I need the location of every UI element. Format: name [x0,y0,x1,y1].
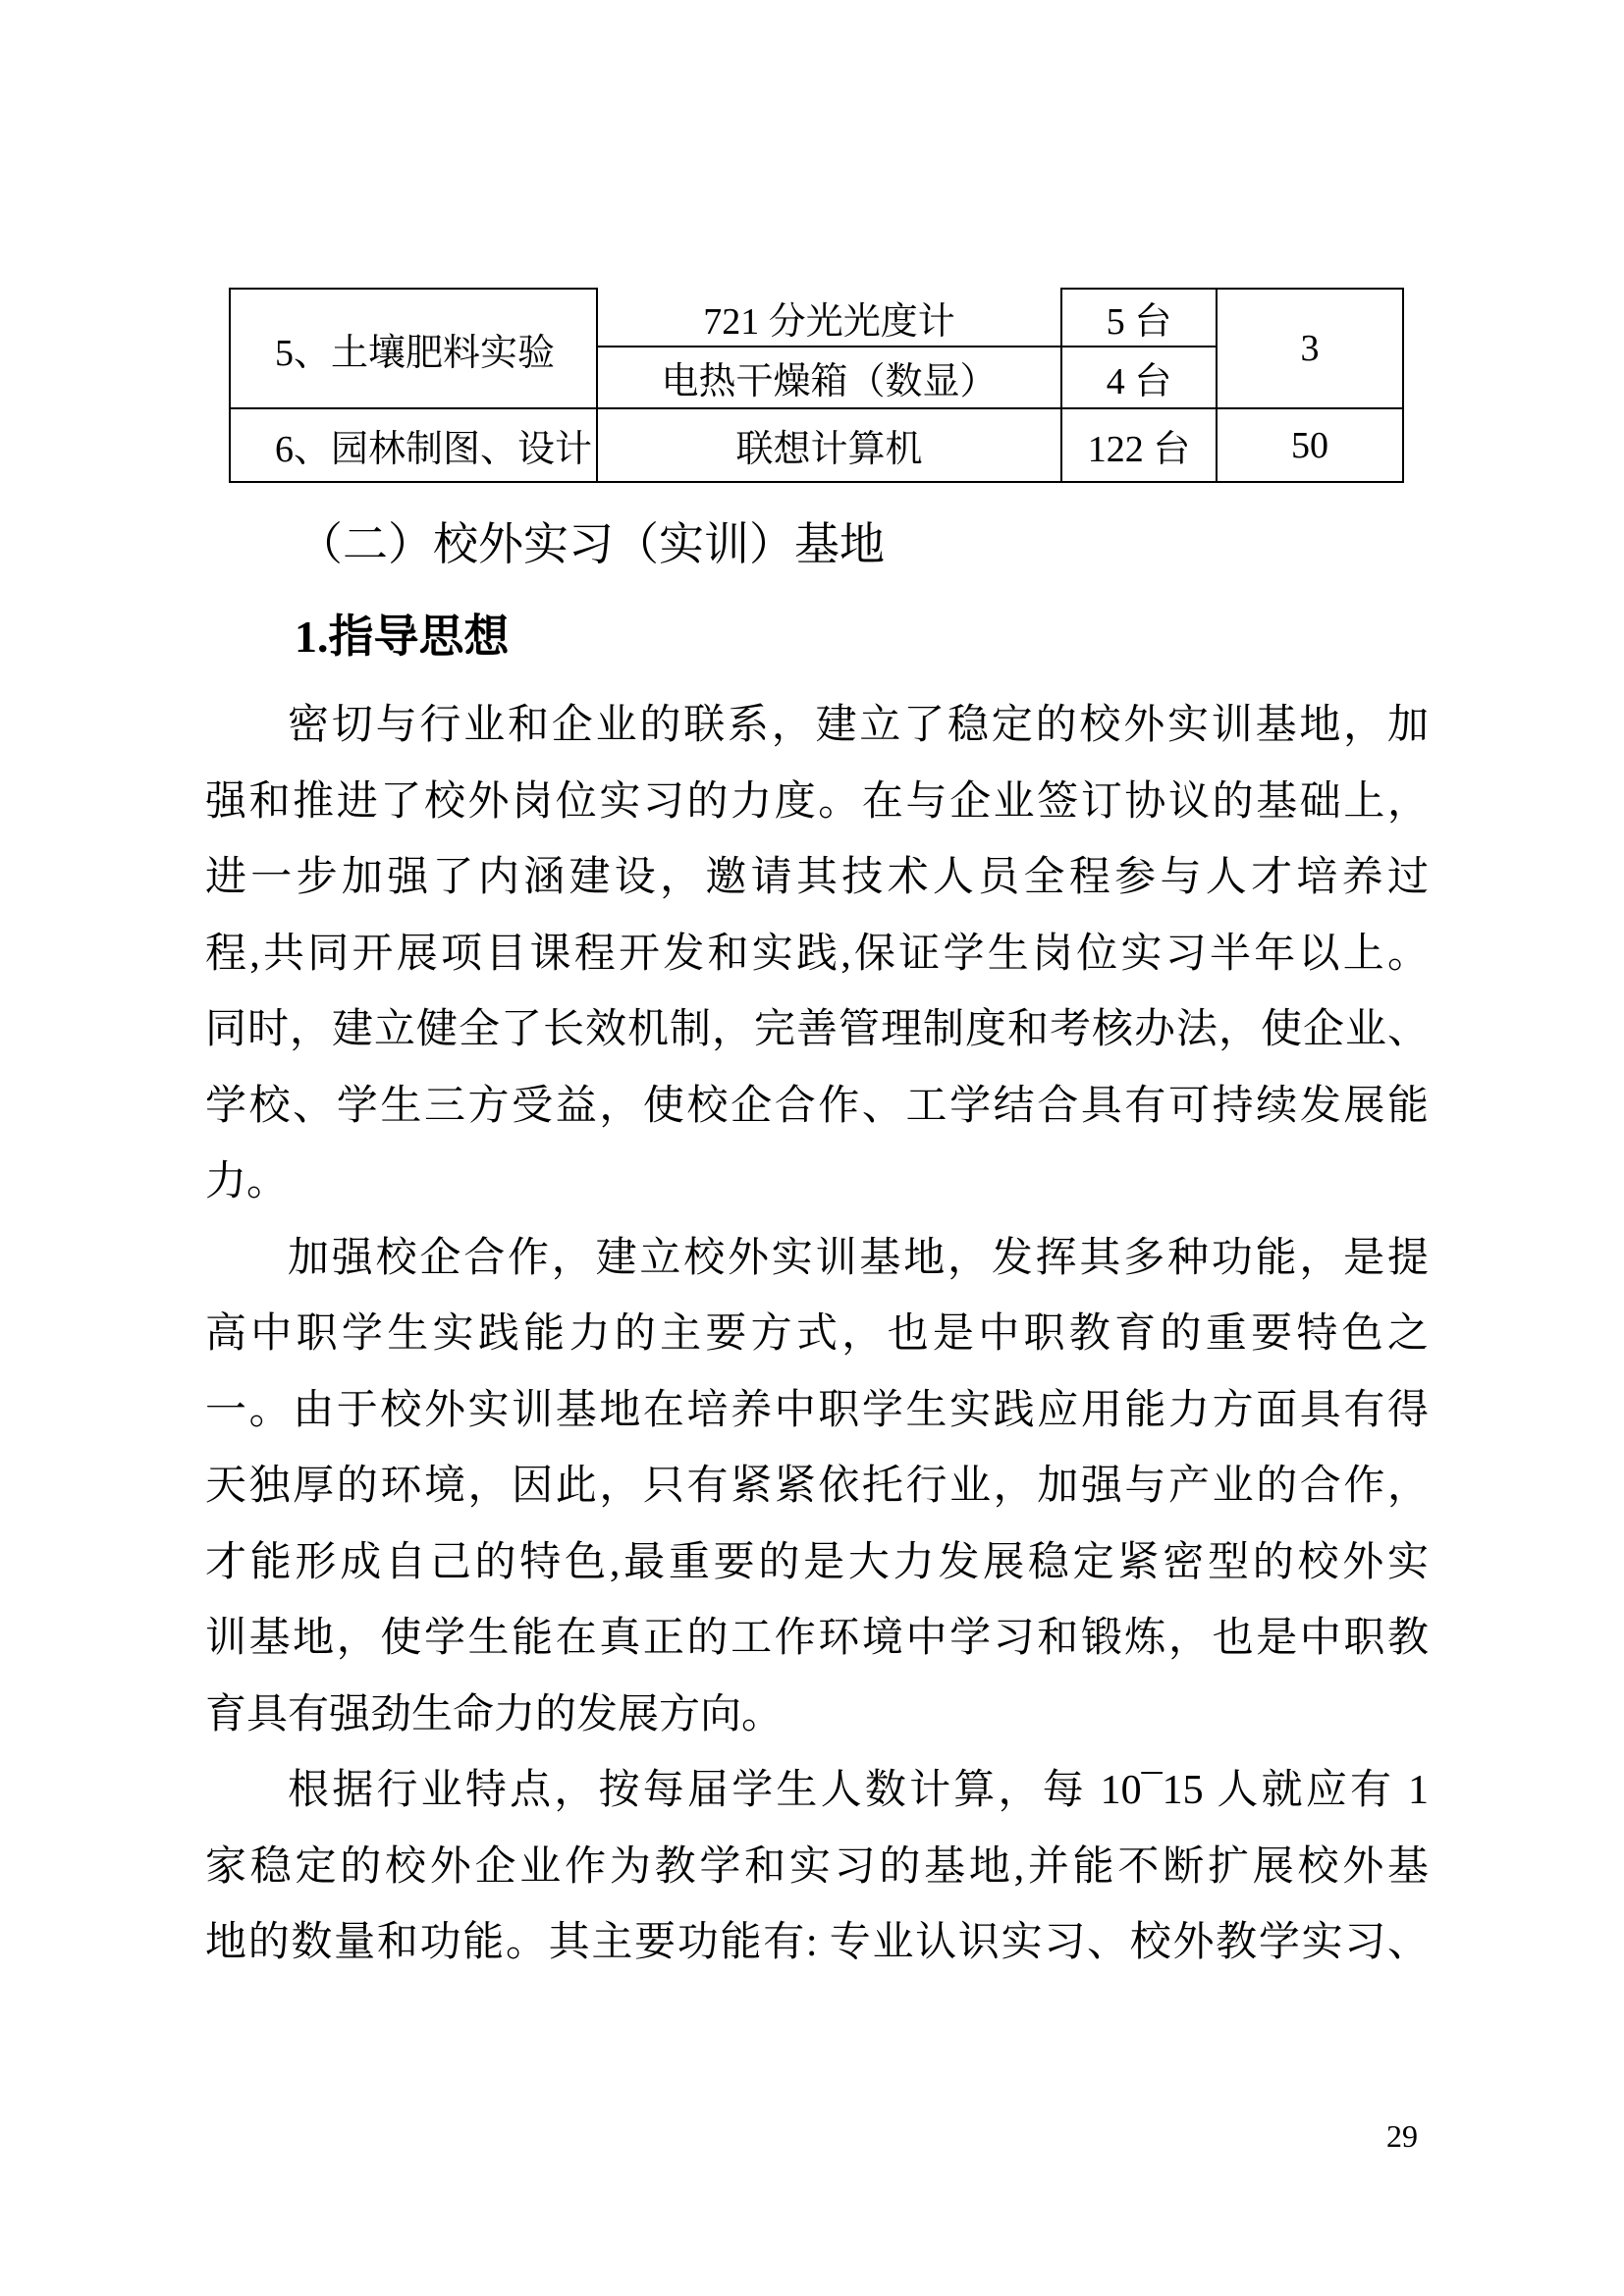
table-cell-rooms: 3 [1217,289,1403,408]
table-cell-rooms: 50 [1217,408,1403,482]
paragraph-line: 天独厚的环境，因此，只有紧紧依托行业，加强与产业的合作， [205,1464,1429,1509]
paragraph-line: 地的数量和功能。其主要功能有: 专业认识实习、校外教学实习、 [205,1920,1429,1965]
table-row [230,289,1403,347]
paragraph-line: 高中职学生实践能力的主要方式，也是中职教育的重要特色之 [205,1311,1429,1357]
table-cell-lab-name: 6、园林制图、设计 [230,408,597,482]
subsection-heading: 1.指导思想 [295,612,510,662]
page-number: 29 [1386,2118,1418,2154]
table-cell-quantity: 4 台 [1061,347,1217,408]
paragraph-line: 强和推进了校外岗位实习的力度。在与企业签订协议的基础上， [205,778,1429,825]
table-row [230,408,1403,482]
paragraph-line: 同时，建立健全了长效机制，完善管理制度和考核办法，使企业、 [205,1007,1429,1052]
section-heading: （二）校外实习（实训）基地 [298,519,885,569]
table-cell-equipment: 电热干燥箱（数显） [597,347,1061,408]
table-cell-quantity: 122 台 [1061,408,1217,482]
paragraph-line: 程,共同开展项目课程开发和实践,保证学生岗位实习半年以上。 [205,931,1429,977]
paragraph-line: 家稳定的校外企业作为教学和实习的基地,并能不断扩展校外基 [205,1843,1429,1890]
paragraph-line: 才能形成自己的特色,最重要的是大力发展稳定紧密型的校外实 [205,1539,1429,1585]
paragraph-line: 进一步加强了内涵建设，邀请其技术人员全程参与人才培养过 [205,855,1429,900]
paragraph-line: 训基地，使学生能在真正的工作环境中学习和锻炼，也是中职教 [205,1616,1429,1661]
paragraph-line: 密切与行业和企业的联系，建立了稳定的校外实训基地，加 [288,703,1429,748]
table-cell-lab-name: 5、土壤肥料实验 [230,289,597,408]
paragraph-line: 一。由于校外实训基地在培养中职学生实践应用能力方面具有得 [205,1387,1429,1433]
table-cell-quantity: 5 台 [1061,289,1217,347]
equipment-table [229,288,1402,483]
paragraph-line: 力。 [205,1159,289,1204]
paragraph-line: 学校、学生三方受益，使校企合作、工学结合具有可持续发展能 [205,1083,1429,1129]
table-cell-equipment: 721 分光光度计 [597,289,1061,347]
paragraph-line: 育具有强劲生命力的发展方向。 [205,1691,784,1737]
body-text [205,688,1429,1982]
paragraph-line: 加强校企合作，建立校外实训基地，发挥其多种功能，是提 [288,1235,1429,1281]
table-cell-equipment: 联想计算机 [597,408,1061,482]
paragraph-line: 根据行业特点，按每届学生人数计算，每 10¯15 人就应有 1 [288,1768,1429,1813]
